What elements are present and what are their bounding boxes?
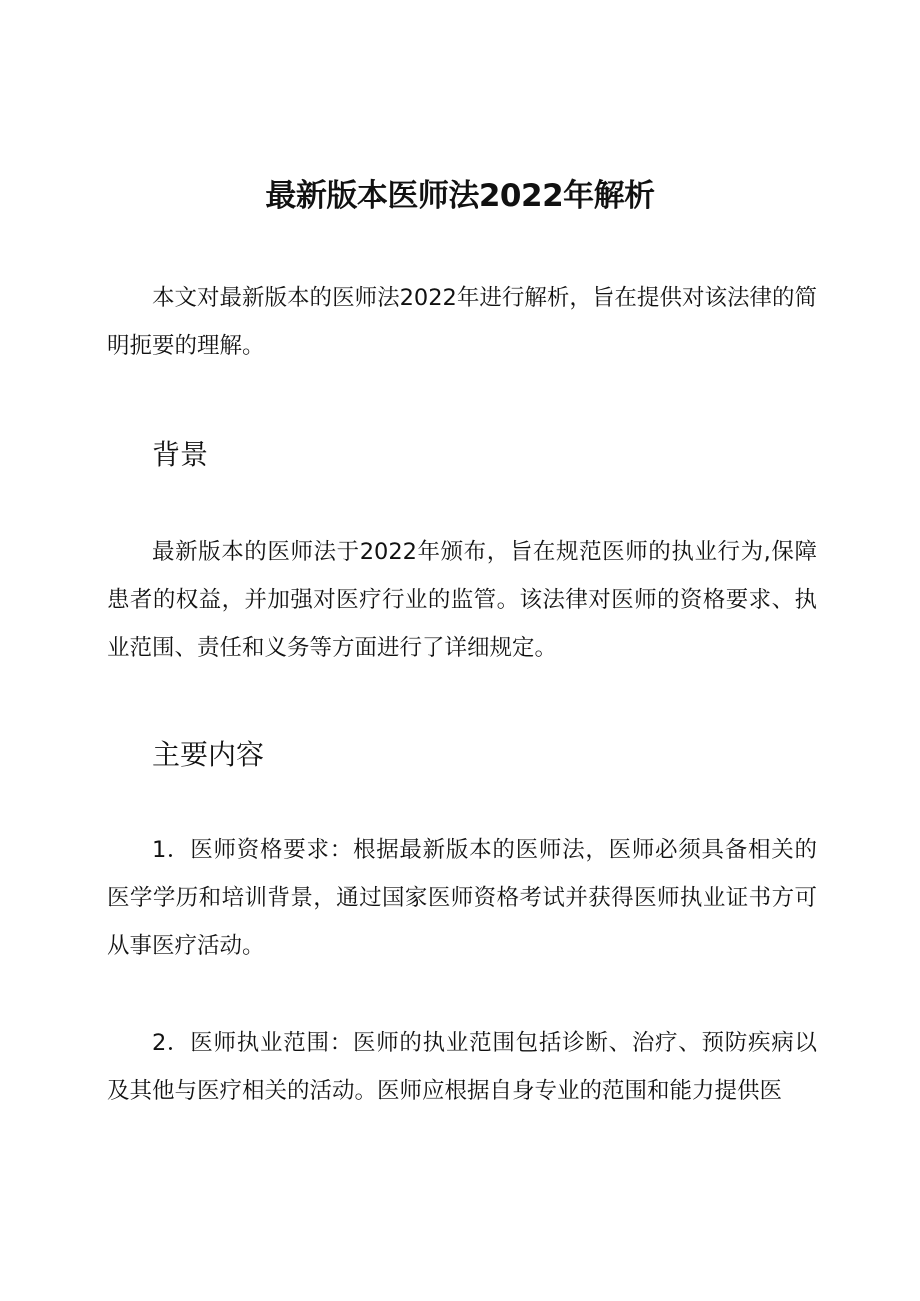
main-content-item-2: 2．医师执业范围：医师的执业范围包括诊断、治疗、预防疾病以及其他与医疗相关的活动。医师应根据自身专业的范围和能力提供医 (107, 1030, 817, 1104)
document-title: 最新版本医师法2022年解析 (265, 178, 655, 214)
intro-paragraph: 本文对最新版本的医师法2022年进行解析，旨在提供对该法律的简明扼要的理解。 (107, 285, 817, 359)
section-heading-background: 背景 (152, 438, 209, 471)
background-paragraph: 最新版本的医师法于2022年颁布，旨在规范医师的执业行为,保障患者的权益，并加强对医疗行业的监管。该法律对医师的资格要求、执业范围、责任和义务等方面进行了详细规定。 (107, 539, 817, 661)
main-content-item-1: 1．医师资格要求：根据最新版本的医师法，医师必须具备相关的医学学历和培训背景，通过国家医师资格考试并获得医师执业证书方可从事医疗活动。 (107, 837, 817, 959)
section-heading-main-content: 主要内容 (152, 738, 265, 771)
